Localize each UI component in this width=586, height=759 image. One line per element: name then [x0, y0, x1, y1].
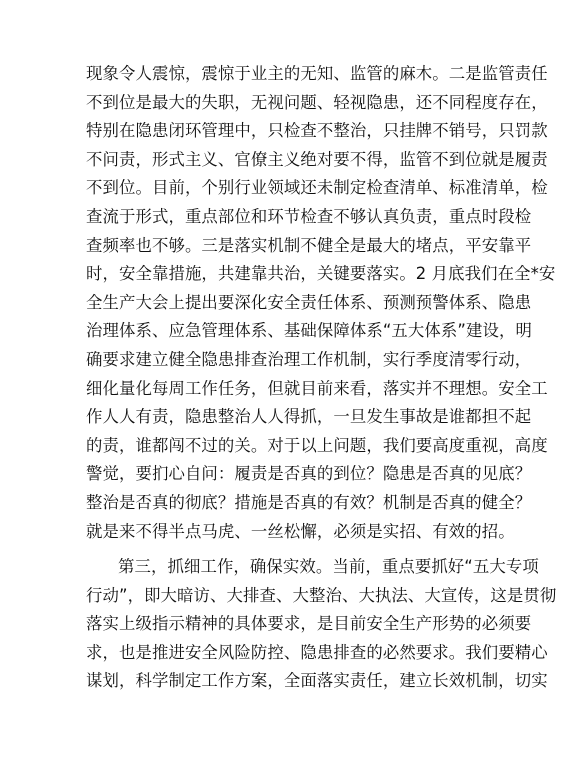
paragraph-2: [86, 553, 557, 696]
text-line: 查频率也不够。三是落实机制不健全是最大的堵点，平安靠平: [86, 235, 532, 255]
text-line: 治理体系、应急管理体系、基础保障体系“五大体系”建设，明: [86, 321, 532, 341]
text-line: 特别在隐患闭环管理中，只检查不整治，只挂牌不销号，只罚款: [86, 121, 548, 141]
text-line: 现象令人震惊，震惊于业主的无知、监管的麻木。二是监管责任: [86, 64, 548, 83]
text-line: 就是来不得半点马虎、一丝松懈，必须是实招、有效的招。: [86, 521, 515, 541]
paragraph-1: [86, 60, 556, 546]
text-line: 作人人有责，隐患整治人人得抓，一旦发生事故是谁都担不起: [86, 407, 532, 427]
text-line: 求，也是推进安全风险防控、隐患排查的必然要求。我们要精心: [86, 642, 548, 662]
text-line: 行动”，即大暗访、大排查、大整治、大执法、大宣传，这是贯彻: [86, 585, 557, 605]
text-line: 不问责，形式主义、官僚主义绝对要不得，监管不到位就是履责: [86, 149, 548, 169]
text-line: 确要求建立健全隐患排查治理工作机制，实行季度清零行动，: [86, 349, 532, 369]
body-text: [86, 60, 557, 696]
text-line: 落实上级指示精神的具体要求，是目前安全生产形势的必须要: [86, 614, 532, 634]
text-line: 全生产大会上提出要深化安全责任体系、预测预警体系、隐患: [86, 292, 532, 312]
text-line: 谋划，科学制定工作方案，全面落实责任，建立长效机制，切实: [86, 671, 548, 691]
text-line: 查流于形式，重点部位和环节检查不够认真负责，重点时段检: [86, 206, 532, 226]
text-line: 细化量化每周工作任务，但就目前来看，落实并不理想。安全工: [86, 378, 548, 398]
text-line: 第三，抓细工作，确保实效。当前，重点要抓好“五大专项: [118, 557, 539, 577]
text-line: 警觉，要扪心自问：履责是否真的到位？隐患是否真的见底？: [86, 464, 532, 484]
paragraph-spacer: [86, 546, 498, 553]
text-line: 时，安全靠措施，共建靠共治，关键要落实。2 月底我们在全*安: [86, 264, 556, 284]
text-line: 整治是否真的彻底？措施是否真的有效？机制是否真的健全？: [86, 492, 532, 512]
text-line: 的责，谁都闯不过的关。对于以上问题，我们要高度重视，高度: [86, 435, 548, 455]
text-line: 不到位是最大的失职，无视问题、轻视隐患，还不同程度存在，: [86, 92, 548, 112]
text-line: 不到位。目前，个别行业领域还未制定检查清单、标准清单，检: [86, 178, 548, 198]
